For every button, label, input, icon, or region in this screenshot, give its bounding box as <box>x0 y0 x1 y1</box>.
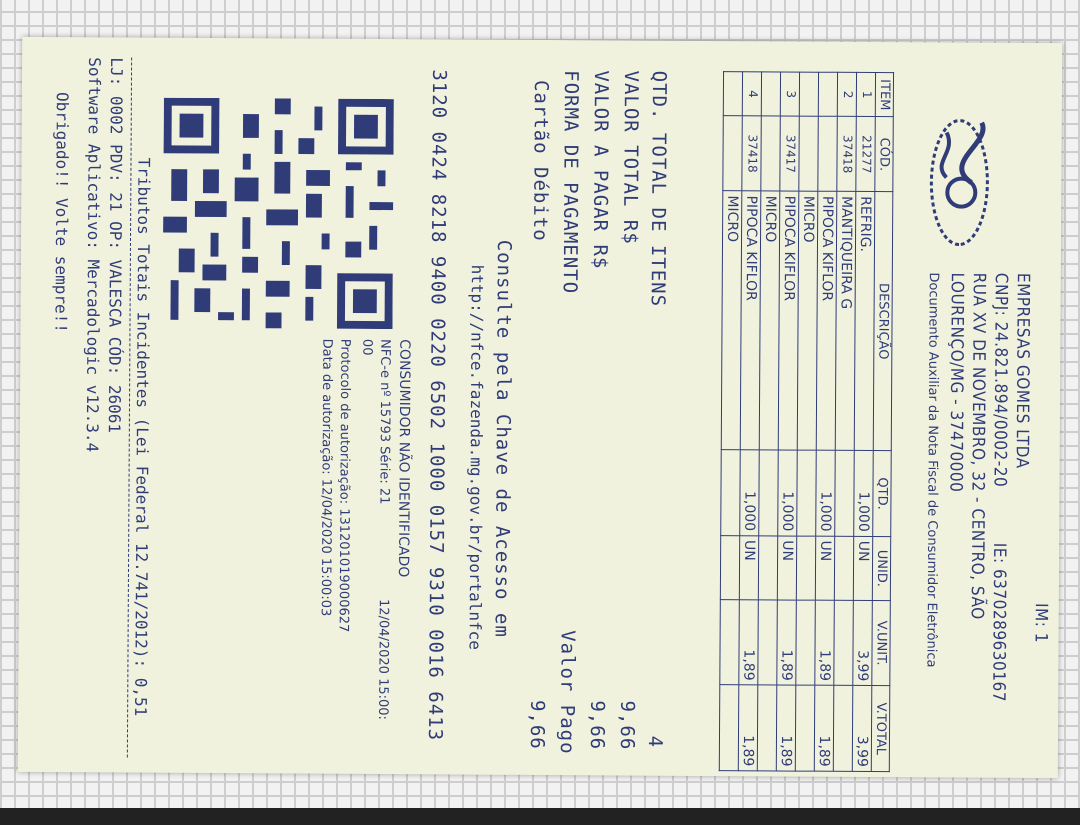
row-item <box>723 72 742 117</box>
row-desc: MICRO <box>721 191 742 450</box>
row-qtd: 1,000 <box>854 451 874 537</box>
row-qtd <box>797 450 817 536</box>
row-vtotal <box>833 686 853 772</box>
row-cod: 37417 <box>780 116 799 191</box>
valor-pagar-label: VALOR A PAGAR R$ <box>588 70 613 270</box>
row-qtd: 1,000 <box>778 450 798 536</box>
row-vunit <box>796 600 816 686</box>
consumer-line1: CONSUMIDOR NÃO IDENTIFICADO <box>394 339 413 578</box>
row-unid <box>758 536 777 600</box>
receipt-content <box>18 37 1062 778</box>
row-desc: MICRO <box>759 191 780 450</box>
col-unid: UNID. <box>872 536 890 600</box>
row-qtd <box>759 450 779 536</box>
payment-method-value: 9,66 <box>525 699 549 750</box>
qtd-total-value: 4 <box>643 735 666 749</box>
lj-line: LJ: 0002 PDV: 21 OP: VALESCA CÓD: 26061 <box>104 57 127 434</box>
row-vunit: 3,99 <box>853 600 873 686</box>
row-unid: UN <box>739 536 758 600</box>
company-city: LOURENÇO/MG - 37470000 <box>945 272 967 493</box>
row-vtotal <box>795 685 815 771</box>
row-qtd: 1,000 <box>740 450 760 536</box>
row-desc: MANTIQUEIRA G <box>835 191 856 450</box>
consumer-line3: 00 <box>359 338 375 356</box>
im-number: IM: 1 <box>1030 603 1051 644</box>
row-item <box>761 72 780 117</box>
row-cod: 21277 <box>856 117 875 192</box>
qr-code-icon <box>162 98 393 329</box>
row-vunit <box>834 600 854 686</box>
col-desc: DESCRIÇÃO <box>873 192 893 451</box>
row-item: 4 <box>742 72 761 117</box>
row-vunit: 1,89 <box>777 600 797 686</box>
row-vunit: 1,89 <box>739 599 759 685</box>
consumer-line2b: 12/04/2020 15:00: <box>375 599 391 720</box>
tributos-line: Tributos Totais Incidentes (Lei Federal 12.741/2012): 0,51 <box>131 157 154 717</box>
row-unid <box>834 536 853 600</box>
receipt-paper <box>18 37 1062 778</box>
row-unid <box>720 535 739 599</box>
row-qtd <box>721 450 741 536</box>
row-item: 2 <box>837 72 856 117</box>
row-item <box>818 72 837 117</box>
qtd-total-label: QTD. TOTAL DE ITENS <box>646 70 671 308</box>
col-qtd: QTD. <box>873 451 892 537</box>
software-line: Software Aplicativo: Mercadologic v12.3.4 <box>82 57 105 453</box>
row-cod <box>818 117 837 192</box>
payment-method: Cartão Débito <box>529 79 553 242</box>
consulta-title: Consulte pela Chave de Acesso em <box>490 239 516 638</box>
row-item: 1 <box>856 72 875 117</box>
row-desc: REFRIG. <box>854 192 875 451</box>
col-vunit: V.UNIT. <box>872 600 891 686</box>
valor-total-value: 9,66 <box>615 700 639 751</box>
row-item: 3 <box>780 72 799 117</box>
row-cod <box>799 117 818 192</box>
consumer-protocol: Protocolo de autorização: 131201019000627 <box>335 338 353 633</box>
row-unid: UN <box>777 536 796 600</box>
row-qtd: 1,000 <box>816 450 836 536</box>
row-unid: UN <box>853 536 872 600</box>
row-vtotal: 1,89 <box>814 686 834 772</box>
company-cnpj: CNPJ: 24.821.894/0002-20 <box>989 272 1011 488</box>
col-cod: CÓD. <box>875 117 893 192</box>
row-vunit <box>758 600 778 686</box>
col-item: ITEM <box>875 73 893 118</box>
row-vtotal <box>757 685 777 771</box>
company-address: RUA XV DE NOVEMBRO, 32 - CENTRO, SÃO <box>966 272 989 620</box>
row-desc: PIPOCA KIFLOR <box>816 191 837 450</box>
bottom-shadow-bar <box>0 808 1080 825</box>
consumer-line2a: NFC-e nº 15793 Série: 21 <box>376 339 393 505</box>
row-vtotal: 3,99 <box>852 686 872 772</box>
company-ie: IE: 6370289630167 <box>988 542 1010 703</box>
row-vunit: 1,89 <box>815 600 835 686</box>
col-vtotal: V.TOTAL <box>871 686 890 772</box>
company-name: EMPRESAS GOMES LTDA <box>1011 272 1033 469</box>
row-vunit <box>720 599 740 685</box>
row-cod: 37418 <box>742 116 761 191</box>
row-desc: MICRO <box>797 191 818 450</box>
valor-total-label: VALOR TOTAL R$ <box>618 70 643 245</box>
row-desc: PIPOCA KIFLOR <box>778 191 799 450</box>
row-unid: UN <box>815 536 834 600</box>
row-vtotal: 1,89 <box>776 685 796 771</box>
thanks-line: Obrigado!! Volte sempre!! <box>51 92 72 333</box>
access-key: 3120 0424 8218 9400 0220 6502 1000 0157 9310 0016 6413 <box>423 69 451 742</box>
row-vtotal: 1,89 <box>738 685 758 771</box>
row-item <box>799 72 818 117</box>
row-qtd <box>835 450 855 536</box>
row-vtotal <box>719 685 739 771</box>
valor-pago-label: Valor Pago <box>555 630 579 755</box>
row-cod <box>723 116 742 191</box>
nfce-logo-icon <box>921 102 1002 252</box>
row-cod <box>761 116 780 191</box>
items-table <box>719 71 894 772</box>
valor-pagar-value: 9,66 <box>585 700 609 751</box>
row-desc: PIPOCA KIFLOR <box>740 191 761 450</box>
consulta-url: http://nfce.fazenda.mg.gov.br/portalnfce <box>465 264 487 650</box>
document-title: Documento Auxiliar da Nota Fiscal de Consumidor Eletrônica <box>923 272 941 668</box>
row-cod: 37418 <box>837 117 856 192</box>
row-unid <box>796 536 815 600</box>
consumer-auth-date: Data de autorização: 12/04/2020 15:00:03 <box>317 338 335 617</box>
forma-pagamento-label: FORMA DE PAGAMENTO <box>558 70 583 295</box>
